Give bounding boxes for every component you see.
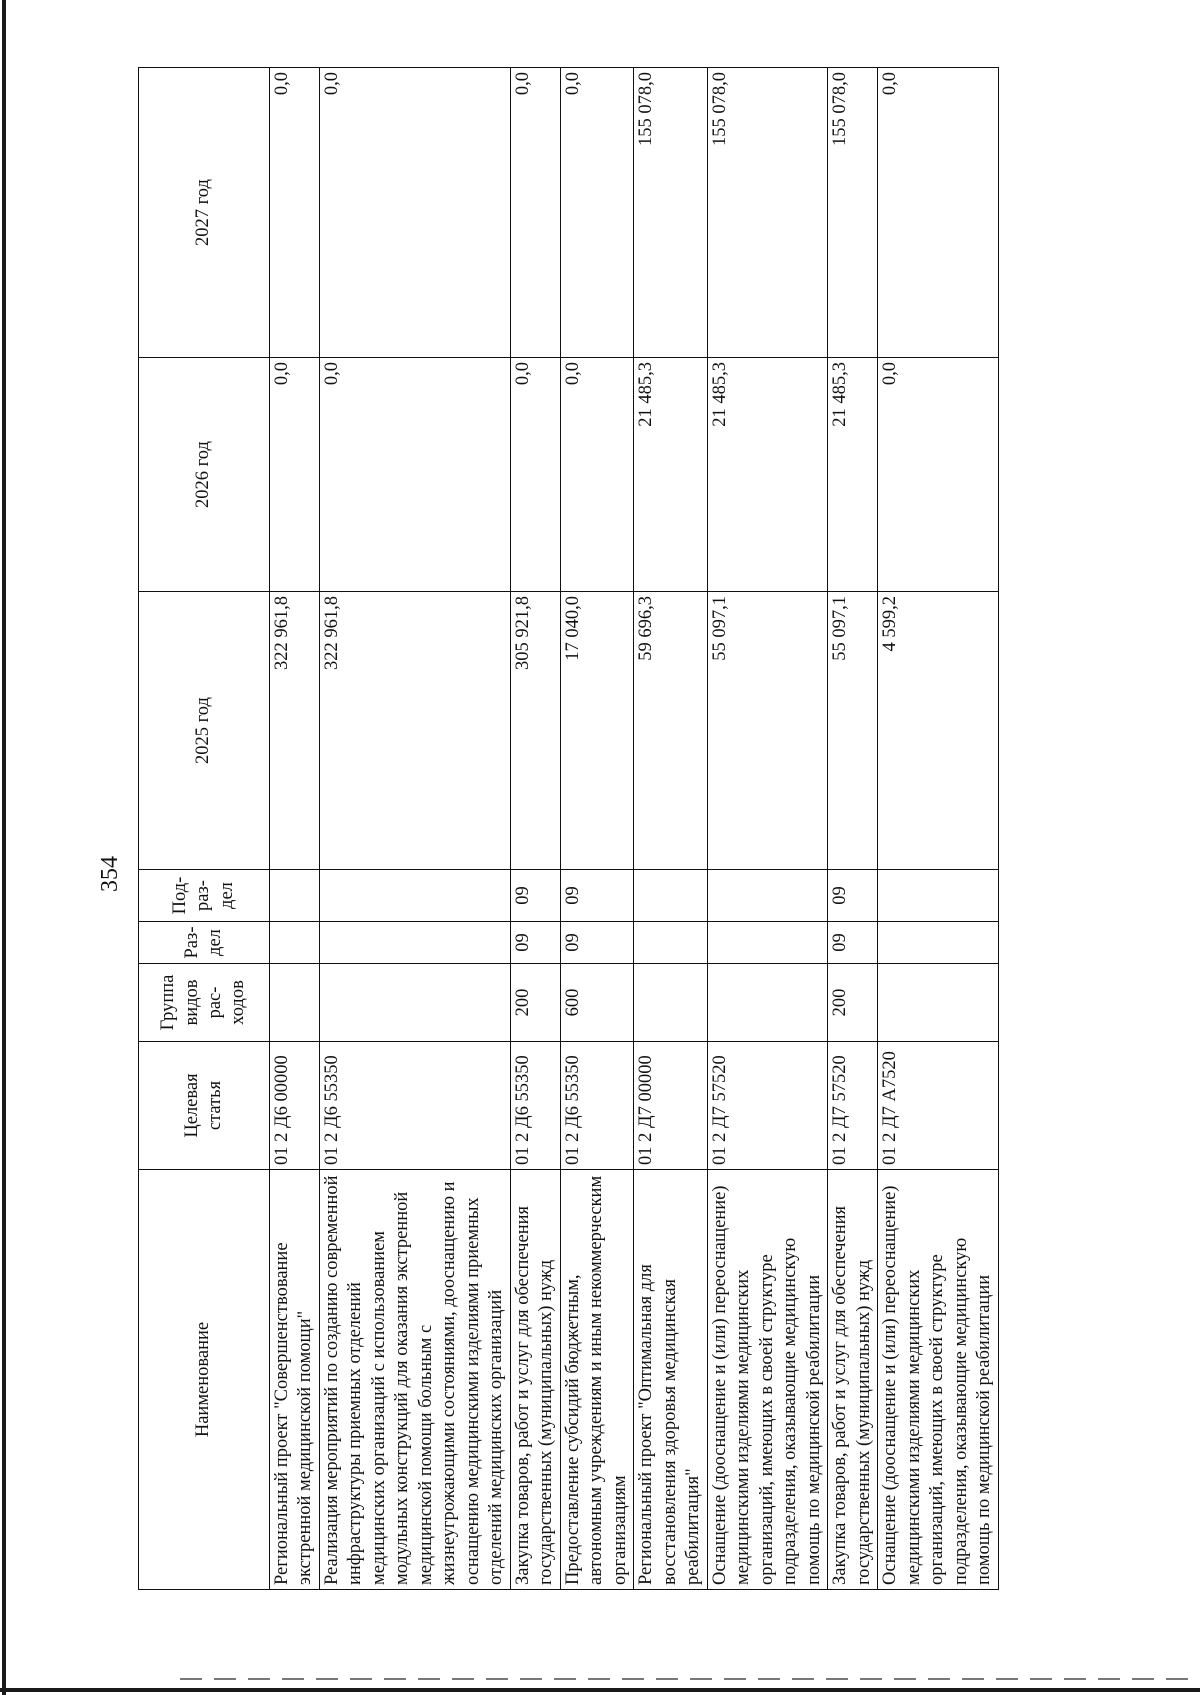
row-code: 01 2 Д6 55350 xyxy=(560,1042,633,1170)
row-group: 200 xyxy=(510,964,560,1042)
row-name: Закупка товаров, работ и услуг для обеспечения государственных (муниципальных) нужд xyxy=(828,1170,878,1590)
row-group: 200 xyxy=(828,964,878,1042)
row-code: 01 2 Д6 55350 xyxy=(319,1042,510,1170)
row-2027: 155 078,0 xyxy=(707,68,827,358)
row-group xyxy=(634,964,707,1042)
row-2025: 305 921,8 xyxy=(510,592,560,870)
header-podrazdel: Под- раз- дел xyxy=(139,870,270,922)
row-2026: 0,0 xyxy=(878,358,998,592)
row-razdel: 09 xyxy=(828,922,878,964)
header-2025: 2025 год xyxy=(139,592,270,870)
row-group xyxy=(270,964,320,1042)
table-row xyxy=(560,68,633,1590)
row-razdel xyxy=(707,922,827,964)
row-2027: 0,0 xyxy=(270,68,320,358)
row-2026: 0,0 xyxy=(270,358,320,592)
header-group: Группа видов рас- ходов xyxy=(139,964,270,1042)
rotated-page-content xyxy=(138,68,1088,1590)
row-2025: 322 961,8 xyxy=(319,592,510,870)
row-2025: 17 040,0 xyxy=(560,592,633,870)
row-code: 01 2 Д7 00000 xyxy=(634,1042,707,1170)
row-name: Реализация мероприятий по созданию современной инфраструктуры приемных отделений медицинских организаций с использованием модульных конструкций для оказания экстренной медицинской помощи больным с жизнеугрожающими состояниями, дооснащению и оснащению медицинскими изделиями приемных отделений медицинских организаций xyxy=(319,1170,510,1590)
row-podrazdel xyxy=(878,870,998,922)
row-podrazdel: 09 xyxy=(828,870,878,922)
row-code: 01 2 Д6 00000 xyxy=(270,1042,320,1170)
row-razdel xyxy=(319,922,510,964)
row-podrazdel: 09 xyxy=(510,870,560,922)
row-2025: 322 961,8 xyxy=(270,592,320,870)
row-razdel: 09 xyxy=(560,922,633,964)
table-row xyxy=(319,68,510,1590)
row-2025: 55 097,1 xyxy=(707,592,827,870)
table-row xyxy=(828,68,878,1590)
table-row xyxy=(270,68,320,1590)
row-podrazdel xyxy=(634,870,707,922)
row-group xyxy=(319,964,510,1042)
row-2026: 21 485,3 xyxy=(828,358,878,592)
row-2025: 4 599,2 xyxy=(878,592,998,870)
table-row xyxy=(510,68,560,1590)
row-razdel xyxy=(634,922,707,964)
table-row xyxy=(878,68,998,1590)
row-2026: 21 485,3 xyxy=(634,358,707,592)
table-row xyxy=(634,68,707,1590)
row-name: Региональный проект "Совершенствование экстренной медицинской помощи" xyxy=(270,1170,320,1590)
row-code: 01 2 Д7 57520 xyxy=(707,1042,827,1170)
row-group: 600 xyxy=(560,964,633,1042)
table-header-row xyxy=(139,68,270,1590)
row-podrazdel xyxy=(270,870,320,922)
row-2026: 0,0 xyxy=(319,358,510,592)
row-2025: 55 097,1 xyxy=(828,592,878,870)
header-razdel: Раз- дел xyxy=(139,922,270,964)
row-name: Оснащение (дооснащение и (или) переоснащение) медицинскими изделиями медицинских организаций, имеющих в своей структуре подразделения, оказывающие медицинскую помощь по медицинской реабилитации xyxy=(707,1170,827,1590)
row-name: Закупка товаров, работ и услуг для обеспечения государственных (муниципальных) нужд xyxy=(510,1170,560,1590)
table-row xyxy=(707,68,827,1590)
row-2027: 0,0 xyxy=(560,68,633,358)
row-podrazdel xyxy=(319,870,510,922)
row-2026: 0,0 xyxy=(510,358,560,592)
header-2027: 2027 год xyxy=(139,68,270,358)
row-2026: 0,0 xyxy=(560,358,633,592)
row-code: 01 2 Д7 А7520 xyxy=(878,1042,998,1170)
row-razdel: 09 xyxy=(510,922,560,964)
row-group xyxy=(878,964,998,1042)
row-2027: 0,0 xyxy=(510,68,560,358)
row-razdel xyxy=(878,922,998,964)
budget-table xyxy=(138,67,999,1590)
row-2027: 155 078,0 xyxy=(634,68,707,358)
row-2027: 155 078,0 xyxy=(828,68,878,358)
row-code: 01 2 Д6 55350 xyxy=(510,1042,560,1170)
row-2027: 0,0 xyxy=(319,68,510,358)
row-2027: 0,0 xyxy=(878,68,998,358)
row-name: Оснащение (дооснащение и (или) переоснащение) медицинскими изделиями медицинских организаций, имеющих в своей структуре подразделения, оказывающие медицинскую помощь по медицинской реабилитации xyxy=(878,1170,998,1590)
row-razdel xyxy=(270,922,320,964)
header-name: Наименование xyxy=(139,1170,270,1590)
scan-artifact-line xyxy=(180,1678,1190,1680)
scan-bottom-edge xyxy=(0,1688,1200,1692)
header-code: Целевая статья xyxy=(139,1042,270,1170)
row-2026: 21 485,3 xyxy=(707,358,827,592)
row-code: 01 2 Д7 57520 xyxy=(828,1042,878,1170)
scan-left-edge xyxy=(2,0,6,1695)
header-2026: 2026 год xyxy=(139,358,270,592)
row-2025: 59 696,3 xyxy=(634,592,707,870)
row-name: Предоставление субсидий бюджетным, автономным учреждениям и иным некоммерческим организациям xyxy=(560,1170,633,1590)
row-group xyxy=(707,964,827,1042)
page-number: 354 xyxy=(97,856,123,892)
row-podrazdel: 09 xyxy=(560,870,633,922)
row-podrazdel xyxy=(707,870,827,922)
row-name: Региональный проект "Оптимальная для восстановления здоровья медицинская реабилитация" xyxy=(634,1170,707,1590)
